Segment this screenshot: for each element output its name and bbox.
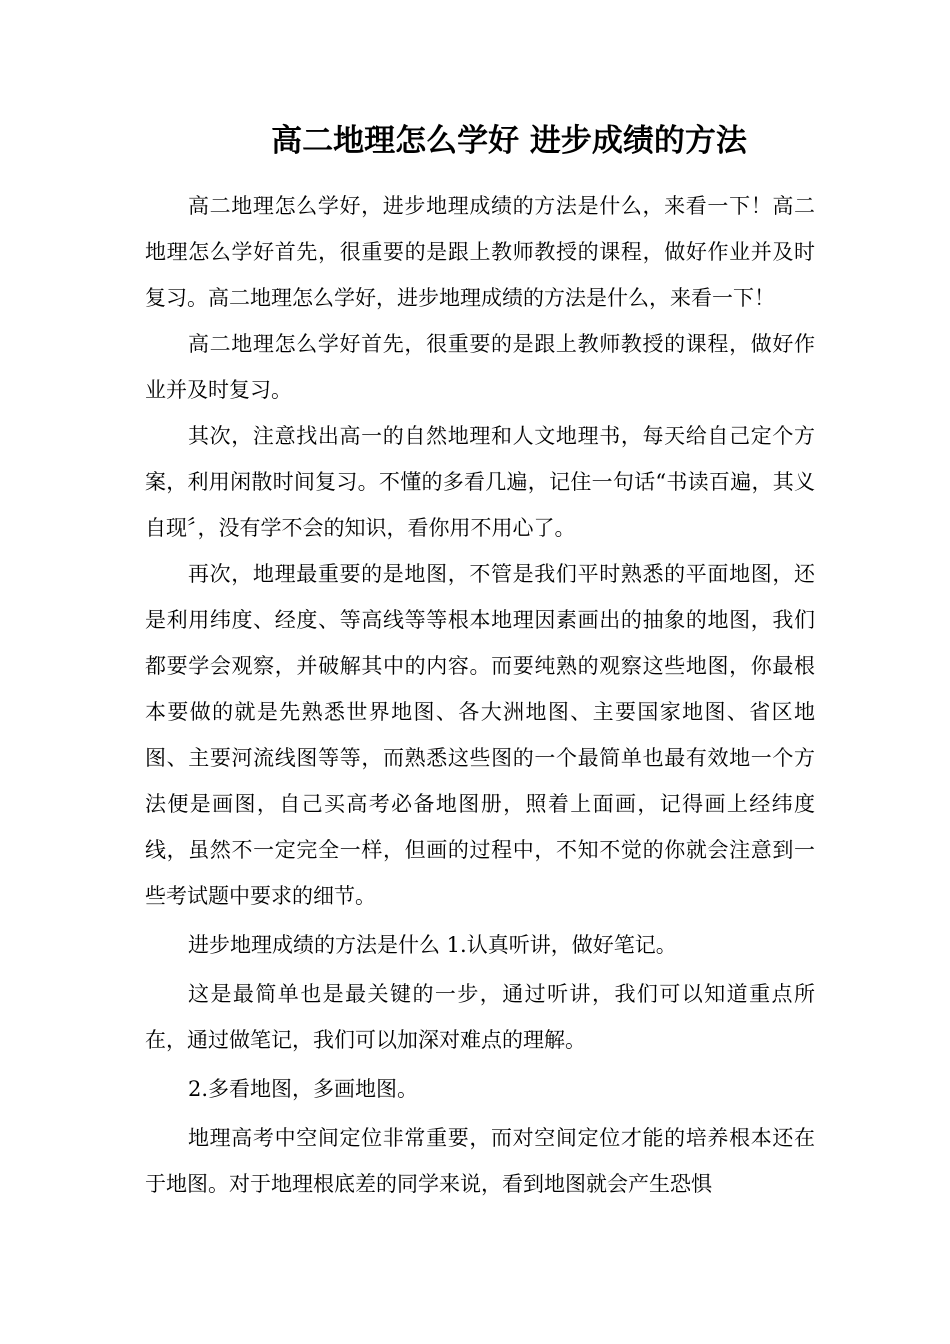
paragraph: 高二地理怎么学好，进步地理成绩的方法是什么，来看一下！高二地理怎么学好首先，很重要的是跟上教师教授的课程，做好作业并及时复习。高二地理怎么学好，进步地理成绩的方法是什么，来看一下！ — [145, 194, 815, 310]
paragraph: 高二地理怎么学好首先，很重要的是跟上教师教授的课程，做好作业并及时复习。 — [145, 332, 815, 402]
document-body — [145, 183, 815, 1207]
paragraph: 这是最简单也是最关键的一步，通过听讲，我们可以知道重点所在，通过做笔记，我们可以加深对难点的理解。 — [145, 982, 815, 1052]
paragraph: 进步地理成绩的方法是什么 1.认真听讲，做好笔记。 — [188, 933, 677, 957]
paragraph: 其次，注意找出高一的自然地理和人文地理书，每天给自己定个方案，利用闲散时间复习。不懂的多看几遍，记住一句话“书读百遍，其义自现〞，没有学不会的知识，看你用不用心了。 — [145, 424, 815, 540]
paragraph: 2.多看地图，多画地图。 — [188, 1077, 419, 1101]
document-title: 高二地理怎么学好 进步成绩的方法 — [271, 123, 747, 159]
paragraph: 再次，地理最重要的是地图，不管是我们平时熟悉的平面地图，还是利用纬度、经度、等高线等等根本地理因素画出的抽象的地图，我们都要学会观察，并破解其中的内容。而要纯熟的观察这些地图，你最根本要做的就是先熟悉世界地图、各大洲地图、主要国家地图、省区地图、主要河流线图等等，而熟悉这些图的一个最简单也最有效地一个方法便是画图，自己买高考必备地图册，照着上面画，记得画上经纬度线，虽然不一定完全一样，但画的过程中，不知不觉的你就会注意到一些考试题中要求的细节。 — [145, 562, 815, 908]
paragraph: 地理高考中空间定位非常重要，而对空间定位才能的培养根本还在于地图。对于地理根底差的同学来说，看到地图就会产生恐惧 — [145, 1126, 815, 1196]
